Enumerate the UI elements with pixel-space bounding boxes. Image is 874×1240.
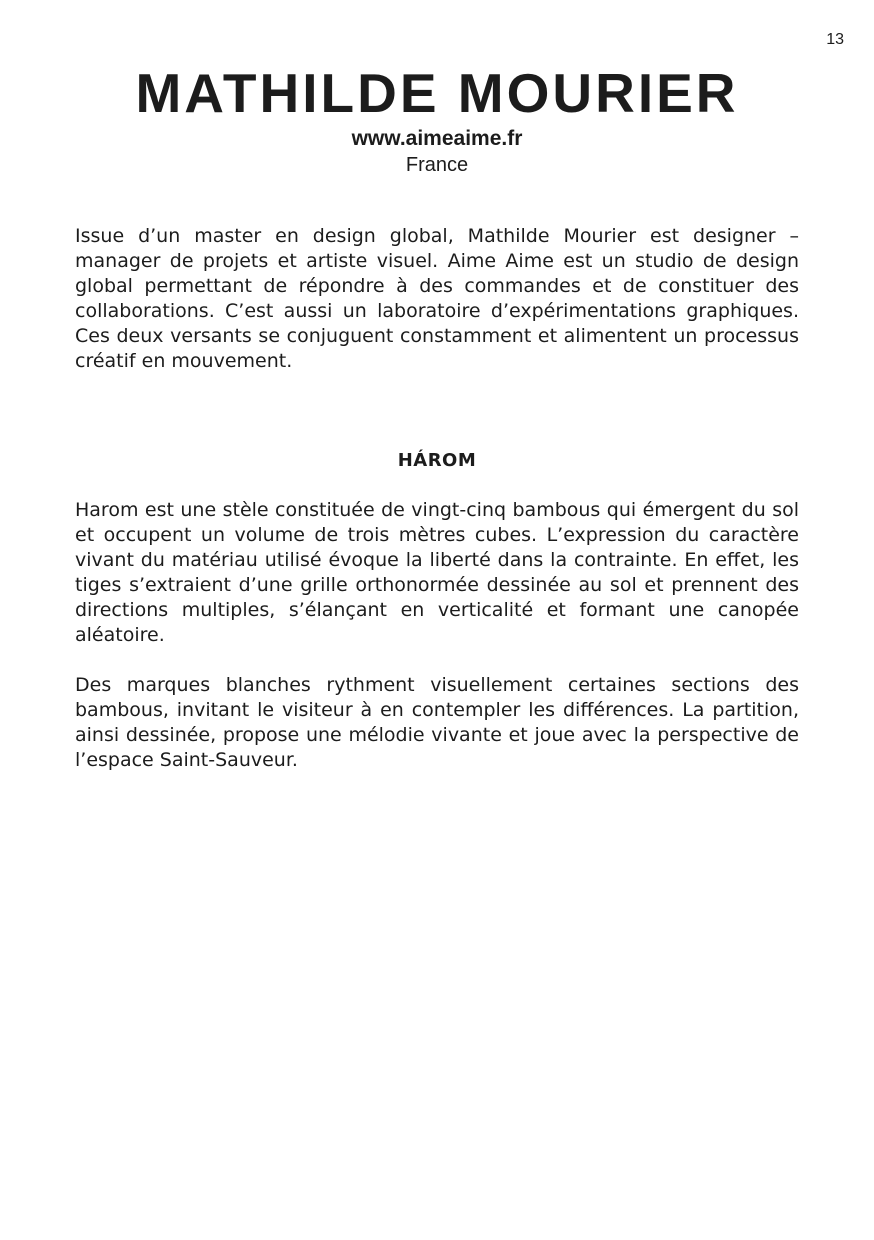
artist-name: MATHILDE MOURIER — [135, 62, 739, 124]
work-paragraph-1: Harom est une stèle constituée de vingt-cinq bambous qui émergent du sol et occupent un volume de trois mètres cubes. L’expression du caractère vivant du matériau utilisé évoque la liberté dans la contrainte. En effet, les tiges s’extraient d’une grille orthonormée dessinée au sol et prennent des directions multiples, s’élançant en verticalité et formant une canopée aléatoire. — [75, 499, 799, 646]
artist-country: France — [405, 154, 469, 176]
work-description — [75, 498, 799, 773]
page-number: 13 — [826, 31, 844, 48]
work-paragraph-2: Des marques blanches rythment visuellement certaines sections des bambous, invitant le visiteur à en contempler les différences. La partition, ainsi dessinée, propose une mélodie vivante et joue avec la perspective de l’espace Saint-Sauveur. — [75, 674, 799, 771]
artist-bio — [75, 224, 799, 374]
artist-website: www.aimeaime.fr — [351, 127, 523, 150]
artist-header — [0, 60, 874, 178]
work-title: HÁROM — [397, 450, 477, 471]
bio-paragraph: Issue d’un master en design global, Mathilde Mourier est designer – manager de projets et artiste visuel. Aime Aime est un studio de design global permettant de répondre à des commandes et de constituer des collaborations. C’est aussi un laboratoire d’expérimentations graphiques. Ces deux versants se conjuguent constamment et alimentent un processus créatif en mouvement. — [75, 225, 799, 372]
